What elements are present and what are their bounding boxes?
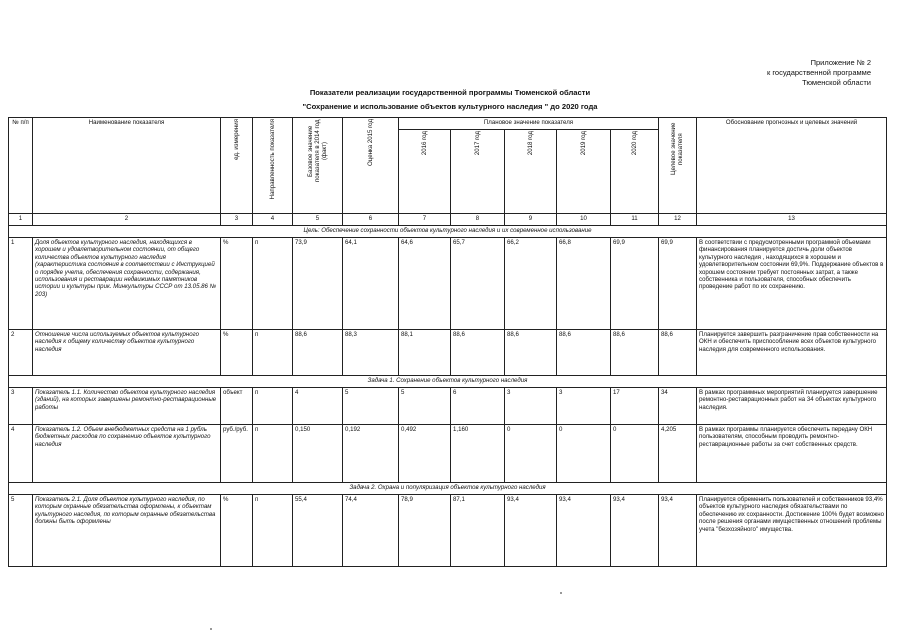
target-value: 93,4 — [659, 495, 697, 567]
header-planned-group: Плановое значение показателя — [399, 118, 659, 130]
base-value: 0,150 — [293, 425, 343, 483]
indicators-table — [8, 117, 887, 567]
col-number: 2 — [33, 214, 221, 226]
table-row — [9, 495, 887, 567]
year-value: 88,6 — [451, 330, 505, 376]
appendix-line-1: Приложение № 2 — [810, 58, 871, 67]
estimate-value: 74,4 — [343, 495, 399, 567]
year-value: 0 — [505, 425, 557, 483]
base-value: 73,9 — [293, 238, 343, 330]
table-row — [9, 330, 887, 376]
indicator-name: Отношение числа используемых объектов культурного наследия к общему количеству объектов культурного наследия — [33, 330, 221, 376]
year-value: 5 — [399, 388, 451, 425]
justification-text: В рамках программных мероприятий планируется завершение ремонтно-реставрационных работ на 34 объектах культурного наследия. — [697, 388, 887, 425]
direction-cell: п — [253, 388, 293, 425]
year-value: 0 — [557, 425, 611, 483]
indicator-name: Показатель 2.1. Доля объектов культурного наследия, по которым охранные обязательства оформлены, к объектам культурного наследия, по которым охранные обязательства должны быть оформлены — [33, 495, 221, 567]
section-task-2-label: Задача 2. Охрана и популяризация объектов культурного наследия — [9, 483, 887, 495]
target-value: 69,9 — [659, 238, 697, 330]
target-value: 88,6 — [659, 330, 697, 376]
unit-cell: % — [221, 495, 253, 567]
header-direction: Направленность показателя — [253, 118, 293, 214]
direction-cell: п — [253, 425, 293, 483]
estimate-value: 64,1 — [343, 238, 399, 330]
target-value: 34 — [659, 388, 697, 425]
table-row — [9, 425, 887, 483]
base-value: 55,4 — [293, 495, 343, 567]
table-row — [9, 238, 887, 330]
col-number: 10 — [557, 214, 611, 226]
year-value: 3 — [557, 388, 611, 425]
header-year-2017: 2017 год — [451, 130, 505, 214]
year-value: 87,1 — [451, 495, 505, 567]
document-title — [200, 86, 700, 114]
year-value: 1,160 — [451, 425, 505, 483]
year-value: 88,6 — [611, 330, 659, 376]
justification-text: В рамках программы планируется обеспечить передачу ОКН пользователям, способным проводить ремонтно-реставрационные работы за счет собственных средств. — [697, 425, 887, 483]
appendix-line-3: Тюменской области — [802, 78, 871, 87]
col-number: 12 — [659, 214, 697, 226]
unit-cell: % — [221, 238, 253, 330]
header-year-2018: 2018 год — [505, 130, 557, 214]
year-value: 3 — [505, 388, 557, 425]
estimate-value: 5 — [343, 388, 399, 425]
col-number: 8 — [451, 214, 505, 226]
section-goal-label: Цель: Обеспечение сохранности объектов культурного наследия и их современное использование — [9, 226, 887, 238]
year-value: 93,4 — [557, 495, 611, 567]
year-value: 93,4 — [505, 495, 557, 567]
year-value: 88,6 — [505, 330, 557, 376]
column-numbers-row — [9, 214, 887, 226]
estimate-value: 88,3 — [343, 330, 399, 376]
year-value: 88,6 — [557, 330, 611, 376]
target-value: 4,205 — [659, 425, 697, 483]
base-value: 88,6 — [293, 330, 343, 376]
row-number: 5 — [9, 495, 33, 567]
year-value: 88,1 — [399, 330, 451, 376]
indicator-name: Доля объектов культурного наследия, находящихся в хорошем и удовлетворительном состоянии, от общего количества объектов культурного наследия (характеристика состояния в соответствии с Инструкцией о порядке учета, обеспечения сохранности, содержания, использования и реставрации недвижимых памятников истории и культуры прик. Минкультуры СССР от 13.05.86 № 203) — [33, 238, 221, 330]
header-year-2019: 2019 год — [557, 130, 611, 214]
year-value: 64,6 — [399, 238, 451, 330]
title-line-1: Показатели реализации государственной программы Тюменской области — [309, 88, 591, 97]
header-year-2016: 2016 год — [399, 130, 451, 214]
indicator-name: Показатель 1.1. Количество объектов культурного наследия (зданий), на которых завершены ремонтно-реставрационные работы — [33, 388, 221, 425]
header-unit: ед. измерения — [221, 118, 253, 214]
direction-cell: п — [253, 495, 293, 567]
section-task-1 — [9, 376, 887, 388]
header-year-2020: 2020 год — [611, 130, 659, 214]
year-value: 66,8 — [557, 238, 611, 330]
col-number: 1 — [9, 214, 33, 226]
year-value: 78,9 — [399, 495, 451, 567]
row-number: 2 — [9, 330, 33, 376]
direction-cell: п — [253, 330, 293, 376]
header-base: Базовое значение показателя в 2014 год (факт) — [293, 118, 343, 214]
col-number: 7 — [399, 214, 451, 226]
header-estimate: Оценка 2015 год — [343, 118, 399, 214]
header-target: Целевое значение показателя — [659, 118, 697, 214]
unit-cell: руб./руб. — [221, 425, 253, 483]
table-row — [9, 388, 887, 425]
col-number: 13 — [697, 214, 887, 226]
year-value: 0 — [611, 425, 659, 483]
row-number: 1 — [9, 238, 33, 330]
section-goal — [9, 226, 887, 238]
direction-cell: п — [253, 238, 293, 330]
col-number: 9 — [505, 214, 557, 226]
year-value: 65,7 — [451, 238, 505, 330]
year-value: 93,4 — [611, 495, 659, 567]
scan-speck — [210, 628, 212, 630]
indicator-name: Показатель 1.2. Объем внебюджетных средств на 1 рубль бюджетных расходов по сохранению объектов культурного наследия — [33, 425, 221, 483]
scan-speck — [560, 592, 562, 594]
unit-cell: объект — [221, 388, 253, 425]
appendix-note — [767, 58, 871, 88]
section-task-1-label: Задача 1. Сохранение объектов культурного наследия — [9, 376, 887, 388]
col-number: 11 — [611, 214, 659, 226]
base-value: 4 — [293, 388, 343, 425]
justification-text: Планируется завершить разграничение прав собственности на ОКН и обеспечить приспособление всех объектов культурного наследия для современного использования. — [697, 330, 887, 376]
estimate-value: 0,192 — [343, 425, 399, 483]
year-value: 66,2 — [505, 238, 557, 330]
col-number: 6 — [343, 214, 399, 226]
year-value: 0,492 — [399, 425, 451, 483]
header-justification: Обоснование прогнозных и целевых значений — [697, 118, 887, 214]
unit-cell: % — [221, 330, 253, 376]
appendix-line-2: к государственной программе — [766, 68, 871, 77]
year-value: 69,9 — [611, 238, 659, 330]
title-line-2: "Сохранение и использование объектов культурного наследия " до 2020 года — [302, 102, 598, 111]
col-number: 4 — [253, 214, 293, 226]
header-num: № п/п — [9, 118, 33, 214]
row-number: 3 — [9, 388, 33, 425]
row-number: 4 — [9, 425, 33, 483]
col-number: 3 — [221, 214, 253, 226]
justification-text: В соответствии с предусмотренными программой объемами финансирования планируется достичь доли объектов культурного наследия , находящихся в хорошем и удовлетворительном состоянии 69,9%. Поддержание объектов в хорошем состоянии требует постоянных затрат, а также собственника и пользователя, способных обеспечить проведение работ по их сохранению. — [697, 238, 887, 330]
section-task-2 — [9, 483, 887, 495]
col-number: 5 — [293, 214, 343, 226]
year-value: 17 — [611, 388, 659, 425]
year-value: 6 — [451, 388, 505, 425]
header-name: Наименование показателя — [33, 118, 221, 214]
justification-text: Планируется обременить пользователей и собственников 93,4% объектов культурного наследия обязательствами по обеспечению их сохранности. Достижение 100% будет возможно после решения органами имущественных отношений проблемы учета "безхозяйного" имущества. — [697, 495, 887, 567]
